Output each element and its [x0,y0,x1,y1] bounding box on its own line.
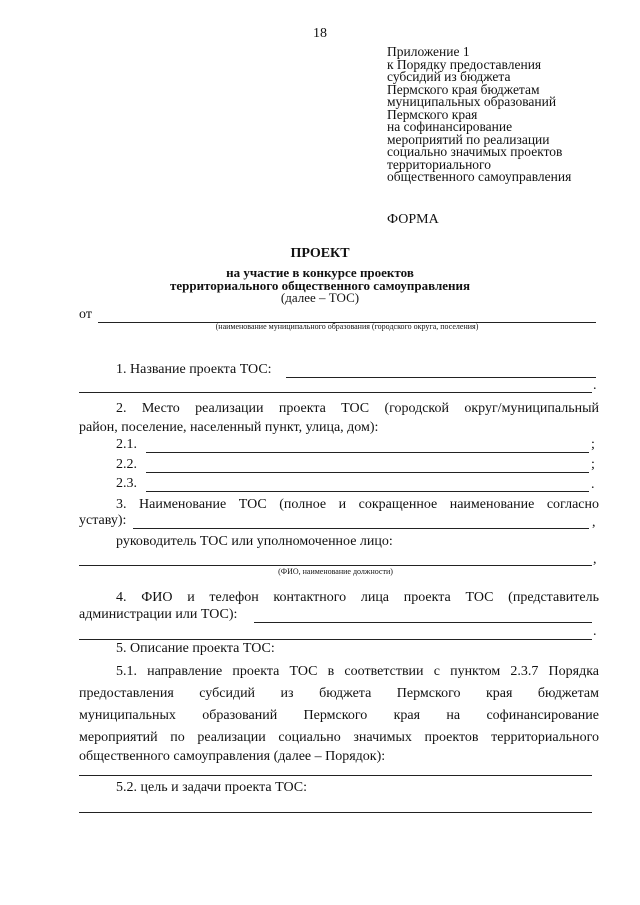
form-label: ФОРМА [387,212,439,227]
item5-2-label: 5.2. цель и задачи проекта ТОС: [116,780,307,795]
item2-line2: район, поселение, населенный пункт, улица, дом): [79,420,379,435]
item1-period: . [593,378,597,393]
appendix-line: общественного самоуправления [387,169,572,184]
item2-1-semicolon: ; [591,437,595,452]
location-field-3[interactable] [146,491,589,492]
item2-1-label: 2.1. [116,437,137,452]
document-title: ПРОЕКТ [290,246,350,261]
location-field-1[interactable] [146,452,589,453]
item2-3-label: 2.3. [116,476,137,491]
appendix-line: на софинансирование [387,119,513,134]
subtitle-line-1: на участие в конкурсе проектов [226,265,414,280]
page-number: 18 [313,26,327,41]
appendix-line: Приложение 1 [387,44,470,59]
subtitle-line-2: территориального общественного самоуправления [169,278,471,293]
item5-1-line5: общественного самоуправления (далее – Порядок): [79,749,386,764]
tos-name-field[interactable] [133,528,589,529]
item5-1-line2: предоставления субсидий из бюджета Пермского края бюджетам [79,686,599,701]
item3-line1: 3. Наименование ТОС (полное и сокращенное наименование согласно [116,497,599,512]
item5-label: 5. Описание проекта ТОС: [116,641,275,656]
appendix-line: к Порядку предоставления [387,56,542,72]
head-field[interactable] [79,565,592,566]
item1-label: 1. Название проекта ТОС: [116,362,272,377]
appendix-line: муниципальных образований [387,94,557,109]
item2-2-semicolon: ; [591,457,595,472]
appendix-block [387,46,571,184]
goals-field[interactable] [79,812,592,813]
item5-1-line1: 5.1. направление проекта ТОС в соответствии с пунктом 2.3.7 Порядка [116,664,599,679]
document-subtitle [0,266,640,292]
item5-1-line3: муниципальных образований Пермского края на софинансирование [79,708,599,723]
project-name-field-2[interactable] [79,392,592,393]
item3-comma: , [592,515,596,530]
item3-line2: уставу): [79,513,127,528]
project-name-field[interactable] [286,377,596,378]
from-label: от [79,307,92,322]
appendix-line: мероприятий по реализации [387,131,550,147]
item2-3-period: . [591,477,595,492]
head-comma: , [593,552,597,567]
appendix-line: субсидий из бюджета [387,69,511,84]
item2-2-label: 2.2. [116,457,137,472]
contact-field-2[interactable] [79,639,592,640]
head-caption: (ФИО, наименование должности) [278,567,393,576]
item4-line1: 4. ФИО и телефон контактного лица проекта ТОС (представитель [116,590,599,605]
contact-field[interactable] [254,622,592,623]
document-abbrev: (далее – ТОС) [280,290,360,305]
appendix-line: территориального [387,156,491,172]
item4-period: . [593,624,597,639]
appendix-line: Пермского края [387,106,478,122]
location-field-2[interactable] [146,472,589,473]
direction-field[interactable] [79,775,592,776]
appendix-line: социально значимых проектов [387,144,563,159]
appendix-line: Пермского края бюджетам [387,81,540,97]
item2-line1: 2. Место реализации проекта ТОС (городской округ/муниципальный [116,401,599,416]
municipality-caption: (наименование муниципального образования (городского округа, поселения) [215,322,479,331]
head-label: руководитель ТОС или уполномоченное лицо: [116,534,393,549]
item5-1-line4: мероприятий по реализации социально значимых проектов территориального [79,730,599,745]
item4-line2: администрации или ТОС): [79,607,238,622]
